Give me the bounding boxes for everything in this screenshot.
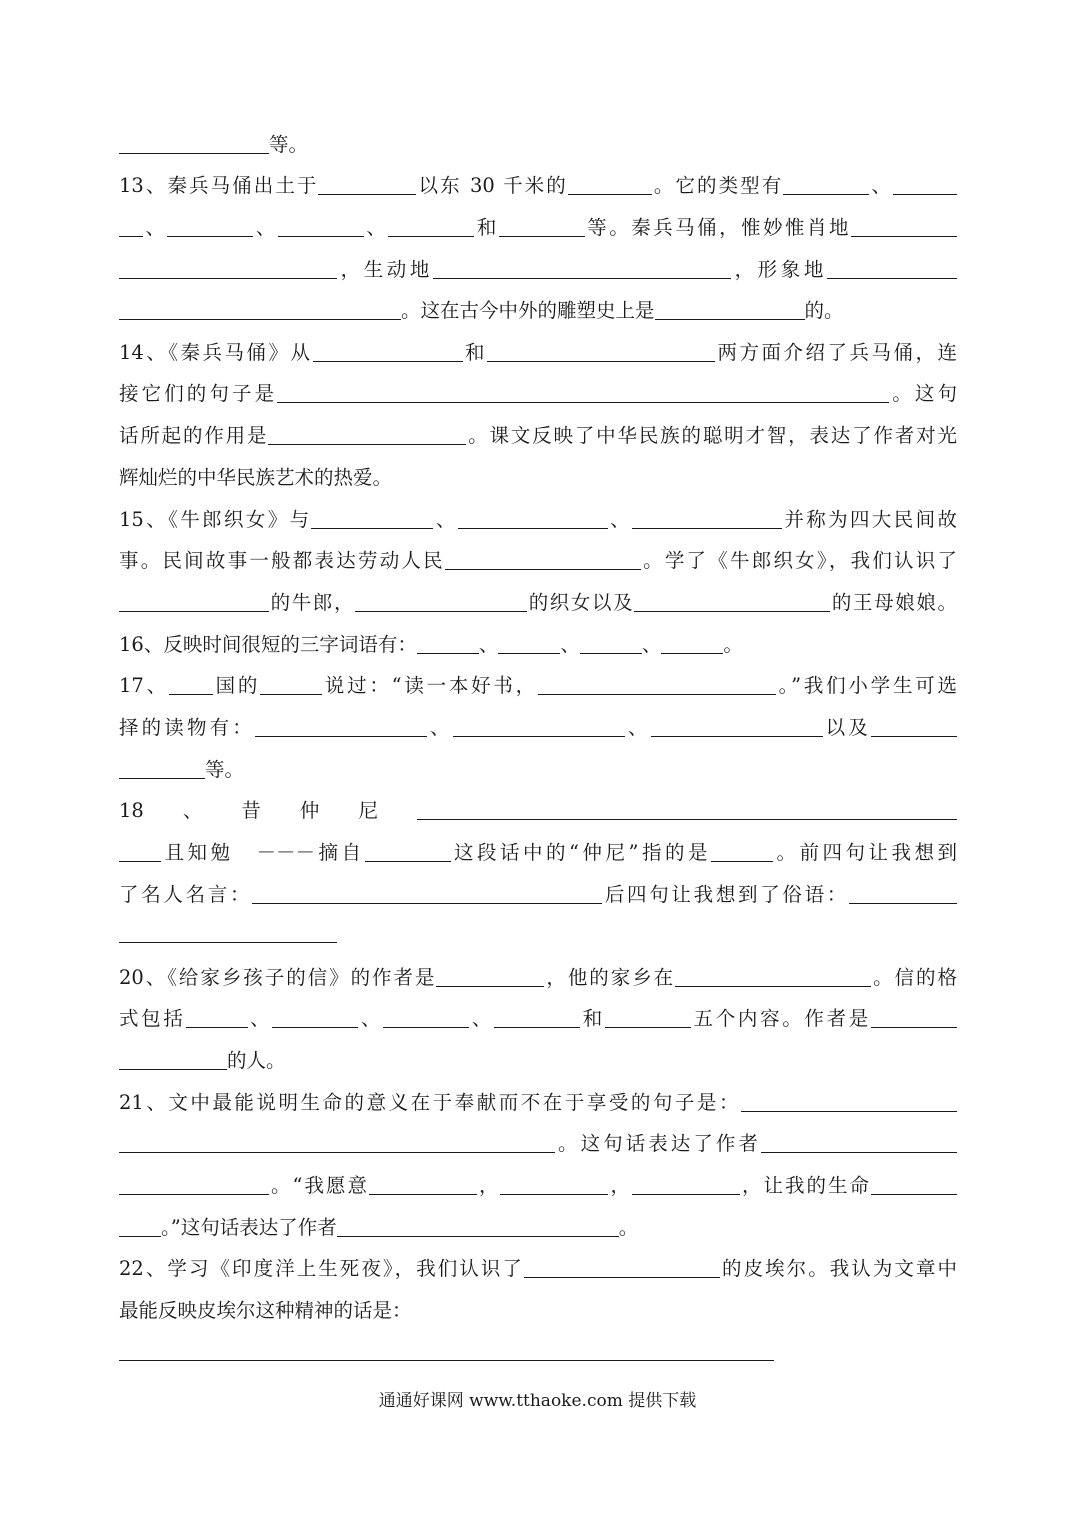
fill-blank[interactable] [849, 883, 957, 904]
fill-blank[interactable] [167, 216, 253, 237]
fill-blank[interactable] [318, 174, 416, 195]
fill-blank[interactable] [655, 299, 805, 320]
fill-blank[interactable] [313, 341, 463, 362]
fill-blank[interactable] [119, 758, 205, 779]
fill-blank[interactable] [499, 216, 585, 237]
fill-blank[interactable] [277, 382, 889, 403]
fill-blank[interactable] [675, 966, 871, 987]
fill-blank[interactable] [580, 633, 642, 654]
fill-blank[interactable] [761, 1132, 957, 1153]
question-18-line-1: 18、昔仲尼 [119, 790, 957, 832]
fill-blank[interactable] [611, 799, 719, 820]
fill-blank[interactable] [119, 258, 337, 279]
fill-blank[interactable] [605, 1007, 691, 1028]
question-17-line-3: 等。 [119, 749, 957, 791]
fill-blank[interactable] [119, 133, 269, 154]
fill-blank[interactable] [741, 1091, 957, 1112]
fill-blank[interactable] [119, 591, 269, 612]
question-17-line-2: 择的读物有： 、 、 以及 [119, 707, 957, 749]
question-20-line-2: 式包括 、 、 、 和 五个内容。作者是 [119, 998, 957, 1040]
question-14-line-2: 接它们的句子是 。这句 [119, 382, 957, 405]
question-21-line-1: 21、文中最能说明生命的意义在于奉献而不在于享受的句子是： [119, 1082, 957, 1124]
fill-blank[interactable] [337, 1216, 619, 1237]
fill-blank[interactable] [871, 716, 957, 737]
fill-blank[interactable] [355, 591, 527, 612]
fill-blank[interactable] [458, 508, 608, 529]
fill-blank[interactable] [169, 674, 213, 695]
fill-blank[interactable] [365, 841, 451, 862]
fill-blank[interactable] [445, 549, 641, 570]
fill-blank[interactable] [487, 341, 715, 362]
fill-blank[interactable] [538, 674, 776, 695]
question-13-line-3: ，生动地 ，形象地 [119, 249, 957, 291]
question-22-line-1: 22、学习《印度洋上生死夜》，我们认识了 的皮埃尔。我认为文章中 [119, 1257, 957, 1280]
fill-blank[interactable] [119, 1132, 555, 1153]
question-21-line-4: 。”这句话表达了作者 。 [119, 1207, 957, 1249]
fill-blank[interactable] [255, 716, 427, 737]
question-20-line-1: 20、《给家乡孩子的信》的作者是 ，他的家乡在 。信的格 [119, 966, 957, 989]
fill-blank[interactable] [119, 216, 143, 237]
fill-blank[interactable] [119, 1174, 269, 1195]
fill-blank[interactable] [119, 299, 401, 320]
fill-blank[interactable] [278, 216, 364, 237]
answer-rule[interactable] [119, 942, 337, 943]
fill-blank[interactable] [851, 216, 957, 237]
question-14-line-1: 14、《秦兵马俑》从 和 两方面介绍了兵马俑，连 [119, 341, 957, 364]
question-21-line-3: 。“我愿意 ， ， ，让我的生命 [119, 1165, 957, 1207]
fill-blank[interactable] [711, 841, 773, 862]
fill-blank[interactable] [433, 258, 731, 279]
fill-blank[interactable] [498, 633, 560, 654]
page-footer: 通通好课网 www.tthaoke.com 提供下载 [378, 1391, 697, 1411]
question-20-line-3: 的人。 [119, 1040, 957, 1082]
fill-blank[interactable] [453, 716, 625, 737]
question-22-line-2: 最能反映皮埃尔这种精神的话是： [119, 1299, 412, 1322]
fill-blank[interactable] [311, 508, 433, 529]
fill-blank[interactable] [503, 799, 611, 820]
fill-blank[interactable] [783, 174, 869, 195]
fill-blank[interactable] [272, 1007, 358, 1028]
fill-blank[interactable] [827, 799, 957, 820]
fill-blank[interactable] [119, 841, 161, 862]
question-15-line-1: 15、《牛郎织女》与 、 、 并称为四大民间故 [119, 508, 957, 531]
question-15-line-3: 的牛郎， 的织女以及 的王母娘娘。 [119, 582, 957, 624]
question-13-line-4: 。这在古今中外的雕塑史上是 的。 [119, 290, 957, 332]
fill-blank[interactable] [268, 424, 466, 445]
question-21-line-2: 。这句话表达了作者 [119, 1123, 957, 1165]
fill-blank[interactable] [260, 674, 322, 695]
question-14-line-4: 辉灿烂的中华民族艺术的热爱。 [119, 466, 393, 489]
fill-blank[interactable] [383, 1007, 469, 1028]
text-line: 等。 [119, 124, 957, 166]
fill-blank[interactable] [369, 1174, 477, 1195]
fill-blank[interactable] [500, 1174, 608, 1195]
fill-blank[interactable] [632, 1174, 740, 1195]
answer-rule[interactable] [119, 1360, 774, 1361]
fill-blank[interactable] [524, 1257, 720, 1278]
fill-blank[interactable] [119, 1049, 227, 1070]
fill-blank[interactable] [417, 799, 503, 820]
fill-blank[interactable] [871, 1174, 957, 1195]
question-18-line-2: 且知勉 －－－摘自 这段话中的“仲尼”指的是 。前四句让我想到 [119, 832, 957, 874]
fill-blank[interactable] [634, 591, 830, 612]
fill-blank[interactable] [252, 883, 602, 904]
fill-blank[interactable] [119, 1216, 161, 1237]
question-14-line-3: 话所起的作用是 。课文反映了中华民族的聪明才智，表达了作者对光 [119, 424, 957, 447]
question-17-line-1: 17、 国的 说过：“读一本好书， 。”我们小学生可选 [119, 674, 957, 697]
fill-blank[interactable] [186, 1007, 248, 1028]
question-18-line-3: 了名人名言： 后四句让我想到了俗语： [119, 874, 957, 916]
fill-blank[interactable] [651, 716, 823, 737]
fill-blank[interactable] [719, 799, 827, 820]
fill-blank[interactable] [388, 216, 474, 237]
question-13-line-1: 13、秦兵马俑出土于 以东 30 千米的 。它的类型有 、 [119, 165, 957, 207]
fill-blank[interactable] [436, 966, 544, 987]
fill-blank[interactable] [661, 633, 723, 654]
fill-blank[interactable] [568, 174, 652, 195]
fill-blank[interactable] [494, 1007, 580, 1028]
question-13-line-2: 、 、 、 和 等。秦兵马俑，惟妙惟肖地 [119, 207, 957, 249]
question-16: 16、反映时间很短的三字词语有： 、 、 、 。 [119, 633, 743, 656]
fill-blank[interactable] [893, 174, 957, 195]
fill-blank[interactable] [632, 508, 782, 529]
fill-blank[interactable] [871, 1007, 957, 1028]
question-15-line-2: 事。民间故事一般都表达劳动人民 。学了《牛郎织女》，我们认识了 [119, 549, 957, 572]
fill-blank[interactable] [417, 633, 479, 654]
fill-blank[interactable] [827, 258, 957, 279]
